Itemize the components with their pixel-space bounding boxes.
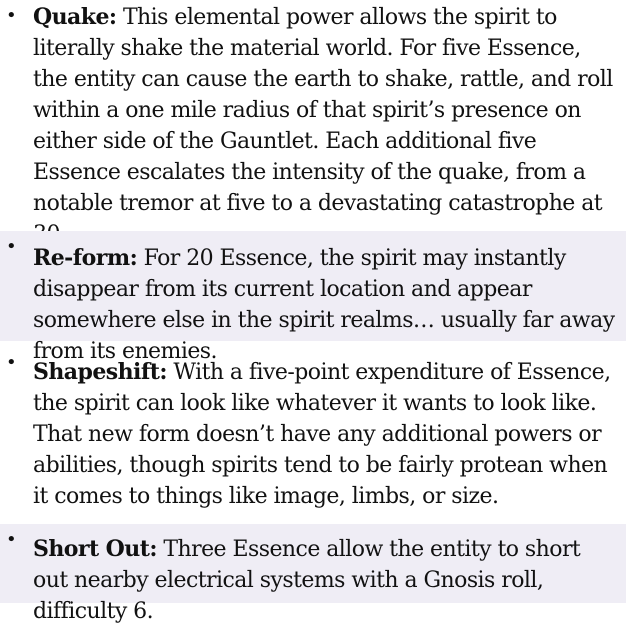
power-description: For 20 Essence, the spirit may instantly disappear from its current location and appear somewhere else in the spirit realms… usually far away from its enemies. [33,246,615,364]
power-description: This elemental power allows the spirit to literally shake the material world. For five Essence, the entity can cause the earth to shake, rattle, and roll within a one mile radius of that spirit’s presence on either side of the Gauntlet. Each additional five Essence escalates the intensity of the quake, from a notable tremor at five to a devastating catastrophe at [33,5,613,216]
power-term: Short Out: [33,536,157,562]
bullet: • [6,352,17,373]
power-term: Quake: [33,4,117,30]
power-entry-shapeshift [0,347,626,519]
power-entry-short-out [0,524,626,624]
power-entry-re-form [0,231,626,364]
bullet: • [6,236,17,257]
power-term: Shapeshift: [33,359,167,385]
bullet: • [6,5,17,26]
power-term: Re-form: [33,245,138,271]
power-description: Three Essence allow the entity to short out nearby electrical systems with a Gnosis roll, difficulty 6. [33,537,581,624]
power-entry-quake [0,0,626,226]
bullet: • [6,529,17,550]
power-description: With a five-point expenditure of Essence, the spirit can look like whatever it wants to look like. That new form doesn’t have any additional powers or abilities, though spirits tend to be fairly protean when it comes to things like image, limbs, or size. [33,360,611,509]
